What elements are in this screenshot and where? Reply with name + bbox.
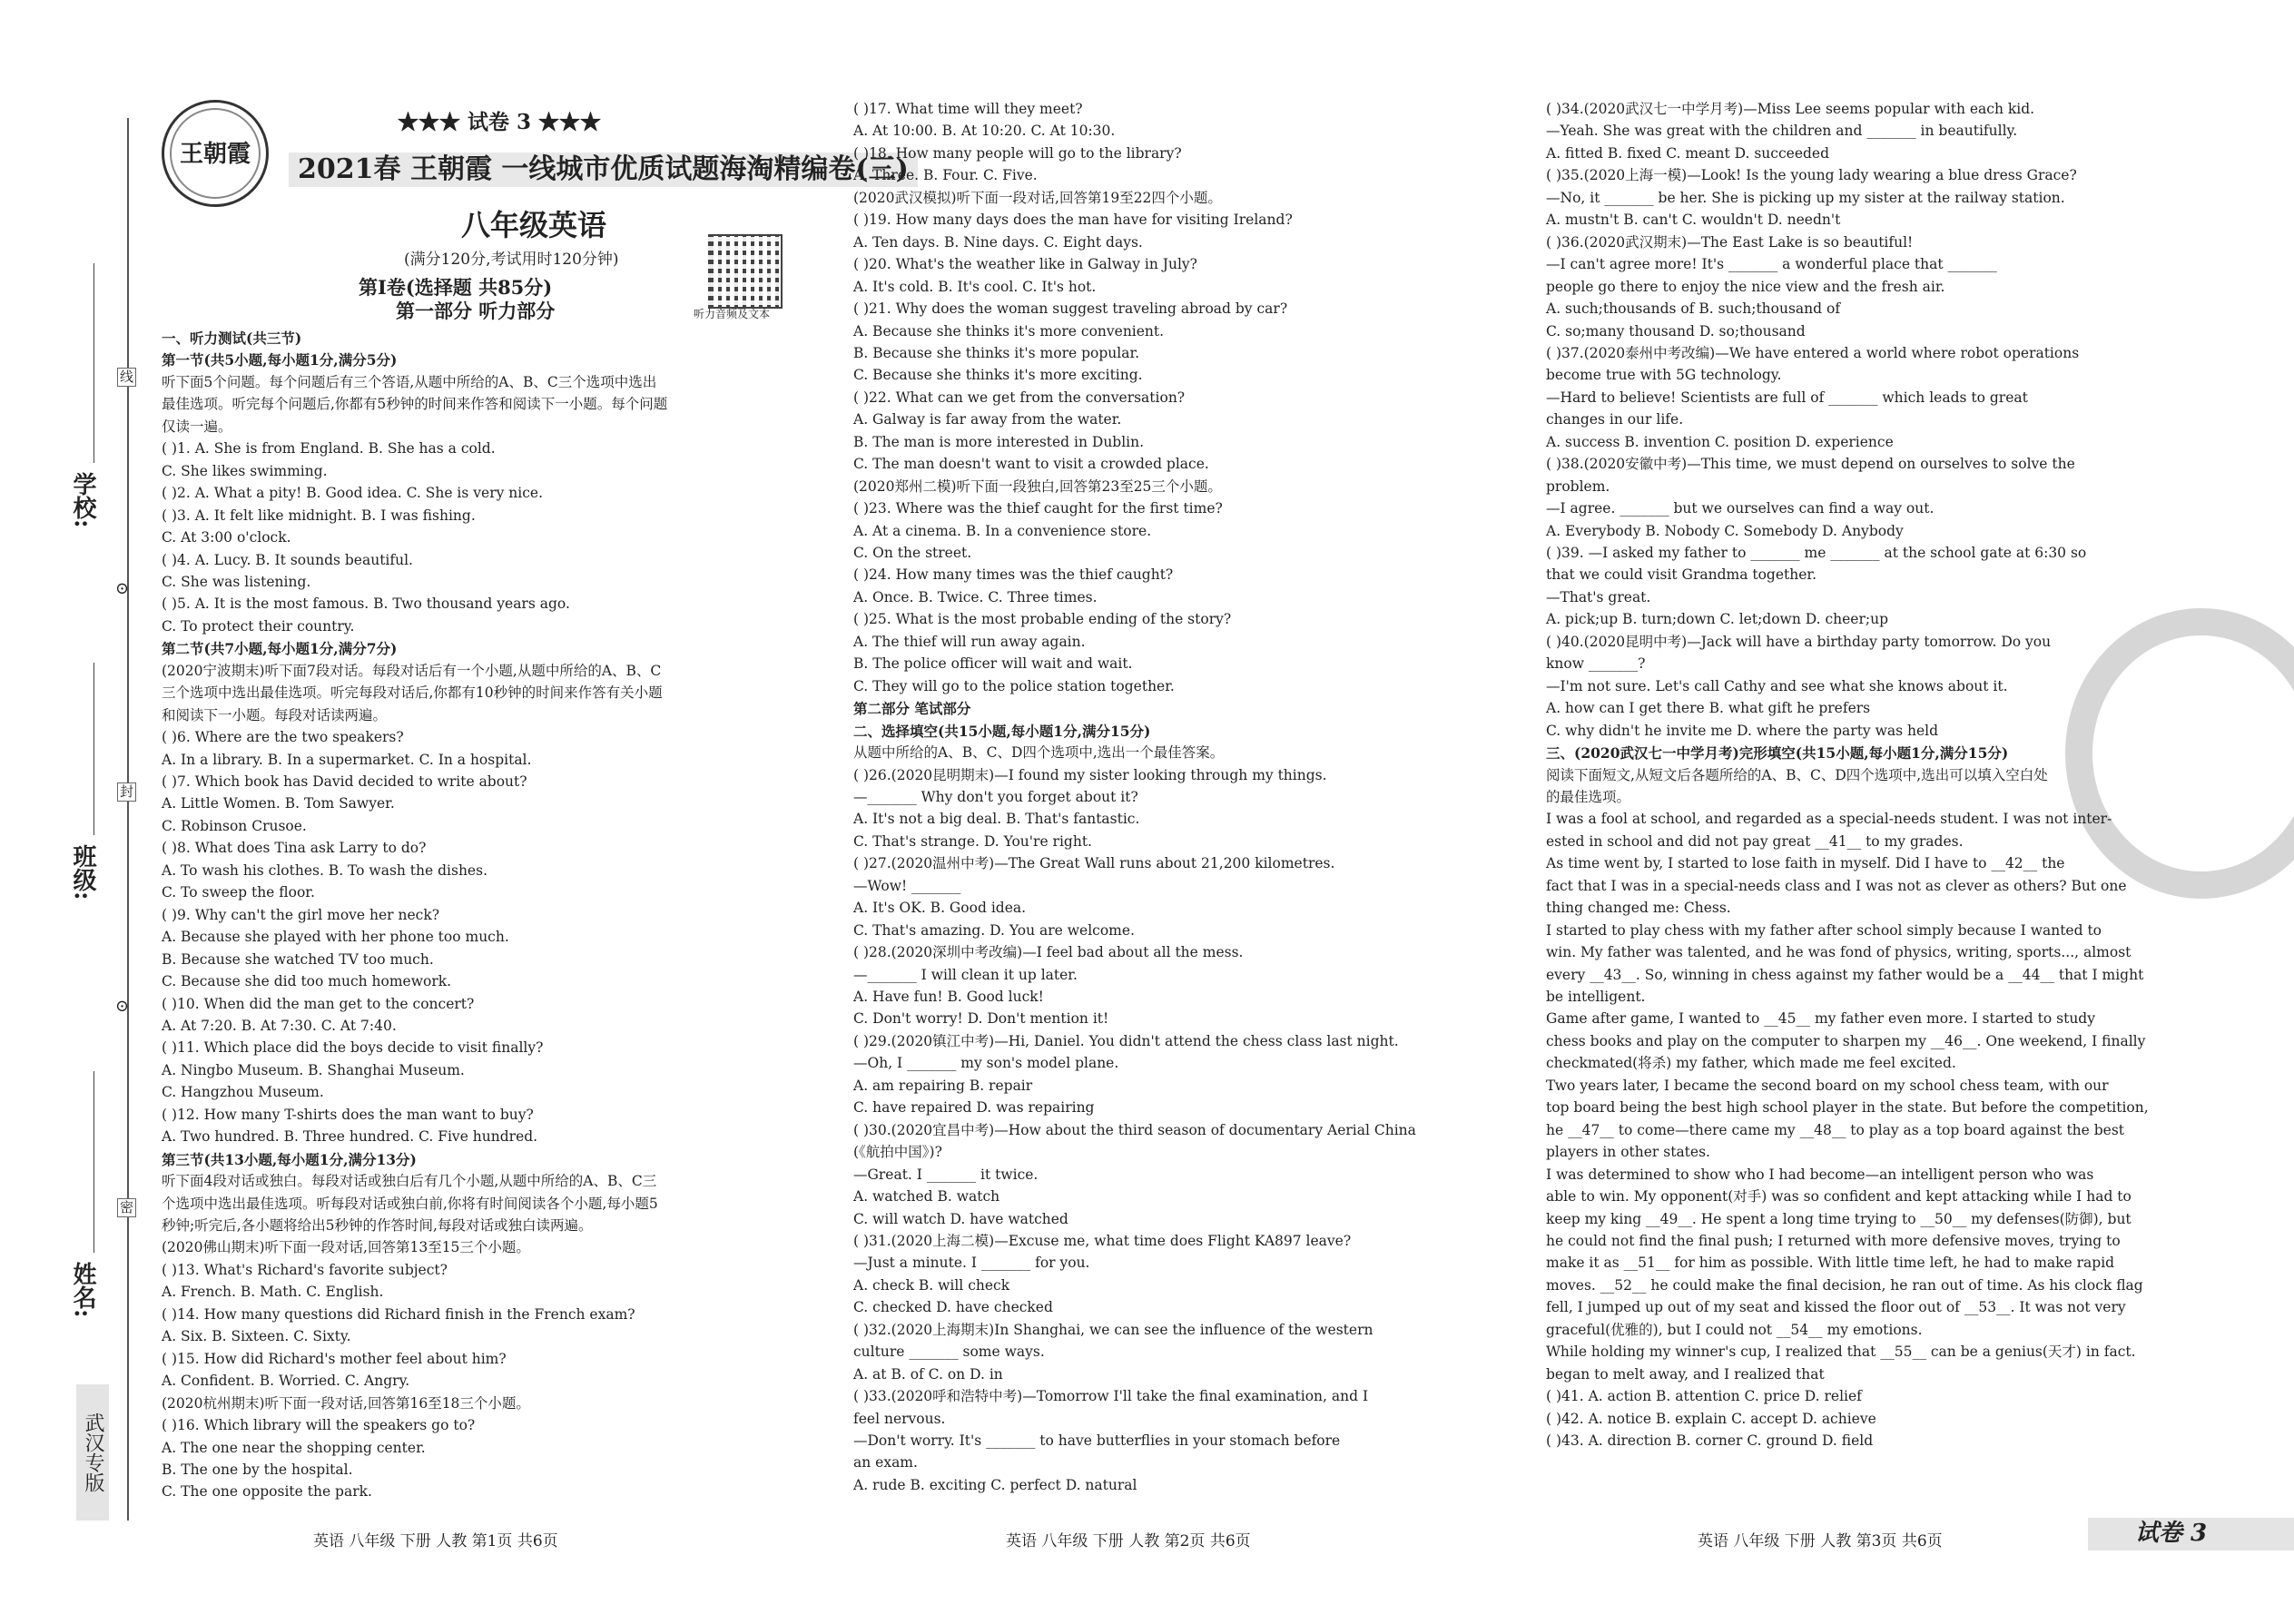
text-line: 的最佳选项。 <box>1546 788 1631 805</box>
text-line: —I'm not sure. Let's call Cathy and see what she knows about it. <box>1546 677 2008 694</box>
text-line: 第三节(共13小题,每小题1分,满分13分) <box>162 1150 417 1168</box>
text-line: C. To protect their country. <box>162 617 355 635</box>
score-note: (满分120分,考试用时120分钟) <box>404 251 619 269</box>
edition-badge: 武汉专版 <box>76 1384 109 1521</box>
text-line: 最佳选项。听完每个问题后,你都有5秒钟的时间来作答和阅读下一小题。每个问题 <box>162 396 668 413</box>
text-line: B. The one by the hospital. <box>162 1461 353 1478</box>
text-line: A. Once. B. Twice. C. Three times. <box>853 588 1098 605</box>
question-line: ( )10. When did the man get to the concert? <box>162 995 475 1012</box>
text-line: 仅读一遍。 <box>162 418 232 435</box>
text-line: keep my king __49__. He spent a long time trying to __50__ my defenses(防御), but <box>1546 1210 2132 1227</box>
text-line: —Oh, I _______ my son's model plane. <box>853 1055 1119 1072</box>
text-line: C. Because she thinks it's more exciting. <box>853 367 1143 384</box>
text-line: began to melt away, and I realized that <box>1546 1365 1825 1383</box>
text-line: B. Because she watched TV too much. <box>162 950 434 968</box>
text-line: (2020宁波期末)听下面7段对话。每段对话后有一个小题,从题中所给的A、B、C <box>162 662 662 679</box>
circle-mark: ⊙ <box>115 997 130 1016</box>
text-line: A. mustn't B. can't C. wouldn't D. needn't <box>1546 212 1841 229</box>
text-line: graceful(优雅的), but I could not __54__ my emotions. <box>1546 1321 1923 1338</box>
footer-page-1: 英语 八年级 下册 人教 第1页 共6页 <box>313 1532 558 1550</box>
text-line: C. will watch D. have watched <box>853 1210 1068 1227</box>
text-line: A. The thief will run away again. <box>853 633 1086 650</box>
question-line: ( )26.(2020昆明期末)—I found my sister looking through my things. <box>853 766 1327 783</box>
brand-logo <box>162 100 269 207</box>
question-line: ( )14. How many questions did Richard finish in the French exam? <box>162 1305 635 1323</box>
question-line: ( )18. How many people will go to the library? <box>853 144 1182 162</box>
question-line: ( )40.(2020昆明中考)—Jack will have a birthday party tomorrow. Do you <box>1546 633 2052 650</box>
text-line: 一、听力测试(共三节) <box>162 330 302 347</box>
text-line: C. That's amazing. D. You are welcome. <box>853 921 1135 939</box>
text-line: A. Three. B. Four. C. Five. <box>853 167 1038 184</box>
text-line: A. Have fun! B. Good luck! <box>853 989 1044 1005</box>
text-line: players in other states. <box>1546 1144 1710 1161</box>
text-line: an exam. <box>853 1454 918 1471</box>
text-line: —Just a minute. I _______ for you. <box>853 1255 1090 1272</box>
question-line: ( )35.(2020上海一模)—Look! Is the young lady wearing a blue dress Grace? <box>1546 167 2077 184</box>
question-line: ( )21. Why does the woman suggest traveling abroad by car? <box>853 300 1288 318</box>
text-line: A. Because she thinks it's more convenient. <box>853 322 1165 340</box>
text-line: problem. <box>1546 477 1610 495</box>
text-line: 二、选择填空(共15小题,每小题1分,满分15分) <box>853 722 1151 740</box>
text-line: A. fitted B. fixed C. meant D. succeeded <box>1546 144 1830 162</box>
text-line: he __47__ to come—there came my __48__ to play as a top board against the best <box>1546 1121 2125 1138</box>
text-line: A. Ningbo Museum. B. Shanghai Museum. <box>162 1061 465 1078</box>
part1a-heading: 第一部分 听力部分 <box>396 300 556 322</box>
text-line: C. why didn't he invite me D. where the party was held <box>1546 722 1939 739</box>
question-line: ( )42. A. notice B. explain C. accept D. achieve <box>1546 1410 1876 1427</box>
text-line: A. Confident. B. Worried. C. Angry. <box>162 1373 410 1390</box>
text-line: As time went by, I started to lose faith in myself. Did I have to __42__ the <box>1546 855 2065 872</box>
text-line: A. success B. invention C. position D. experience <box>1546 433 1894 450</box>
text-line: chess books and play on the computer to sharpen my __46__. One weekend, I finally <box>1546 1032 2146 1049</box>
text-line: A. It's OK. B. Good idea. <box>853 900 1027 917</box>
text-line: A. In a library. B. In a supermarket. C. In a hospital. <box>162 751 532 768</box>
text-line: C. Don't worry! D. Don't mention it! <box>853 1010 1109 1028</box>
text-line: win. My father was talented, and he was fond of physics, writing, sports..., almost <box>1546 944 2132 961</box>
text-line: C. That's strange. D. You're right. <box>853 832 1092 850</box>
footer-page-3: 英语 八年级 下册 人教 第3页 共6页 <box>1698 1532 1943 1550</box>
question-line: ( )22. What can we get from the conversation? <box>853 389 1186 406</box>
seal-seal-mark: 封 <box>117 782 136 802</box>
question-line: ( )2. A. What a pity! B. Good idea. C. She is very nice. <box>162 485 544 502</box>
text-line: able to win. My opponent(对手) was so confident and kept attacking while I had to <box>1546 1188 2132 1206</box>
text-line: culture _______ some ways. <box>853 1343 1045 1361</box>
series-label: ★★★ 试卷 3 ★★★ <box>398 110 602 134</box>
question-line: ( )39. —I asked my father to _______ me _______ at the school gate at 6:30 so <box>1546 545 2087 561</box>
text-line: —Hard to believe! Scientists are full of _______ which leads to great <box>1546 389 2028 406</box>
text-line: A. Two hundred. B. Three hundred. C. Five hundred. <box>162 1128 538 1146</box>
text-line: A. To wash his clothes. B. To wash the dishes. <box>162 861 487 879</box>
text-line: —No, it _______ be her. She is picking up my sister at the railway station. <box>1546 189 2065 206</box>
question-line: ( )3. A. It felt like midnight. B. I was fishing. <box>162 507 476 524</box>
text-line: C. She was listening. <box>162 573 311 590</box>
text-line: 个选项中选出最佳选项。听每段对话或独白前,你将有时间阅读各个小题,每小题5 <box>162 1195 658 1212</box>
question-line: ( )6. Where are the two speakers? <box>162 729 404 746</box>
text-line: Game after game, I wanted to __45__ my father even more. I started to study <box>1546 1010 2095 1028</box>
text-line: A. rude B. exciting C. perfect D. natural <box>853 1476 1137 1493</box>
text-line: people go there to enjoy the nice view and the fresh air. <box>1546 278 1945 295</box>
school-label: 学校: <box>69 472 96 528</box>
text-line: C. Hangzhou Museum. <box>162 1084 324 1101</box>
text-line: C. They will go to the police station together. <box>853 677 1175 694</box>
text-line: —That's great. <box>1546 588 1651 605</box>
text-line: (2020郑州二模)听下面一段独白,回答第23至25三个小题。 <box>853 477 1222 495</box>
text-line: A. Little Women. B. Tom Sawyer. <box>162 795 395 812</box>
text-line: C. The one opposite the park. <box>162 1483 372 1501</box>
question-line: ( )27.(2020温州中考)—The Great Wall runs about 21,200 kilometres. <box>853 855 1335 872</box>
seal-secret-mark: 密 <box>117 1198 136 1217</box>
question-line: ( )13. What's Richard's favorite subject? <box>162 1261 448 1278</box>
seal-line-mark: 线 <box>117 368 136 387</box>
text-line: C. checked D. have checked <box>853 1299 1053 1316</box>
text-line: —Great. I _______ it twice. <box>853 1166 1039 1183</box>
question-line: ( )41. A. action B. attention C. price D. relief <box>1546 1388 1862 1405</box>
name-label: 姓名: <box>69 1262 96 1318</box>
text-line: A. check B. will check <box>853 1276 1010 1294</box>
text-line: C. Robinson Crusoe. <box>162 817 307 834</box>
question-line: ( )28.(2020深圳中考改编)—I feel bad about all the mess. <box>853 944 1244 961</box>
watermark-stamp <box>2065 608 2294 899</box>
question-line: ( )24. How many times was the thief caught? <box>853 566 1174 584</box>
footer-tag: 试卷 3 <box>2135 1520 2208 1547</box>
qr-caption: 听力音频及文本 <box>694 308 771 320</box>
paper-title: 2021春 王朝霞 一线城市优质试题海淘精编卷(三) <box>289 153 918 187</box>
text-line: thing changed me: Chess. <box>1546 900 1731 917</box>
text-line: —Don't worry. It's _______ to have butterflies in your stomach before <box>853 1432 1341 1449</box>
text-line: (《航拍中国》)? <box>853 1144 942 1161</box>
text-line: —I can't agree more! It's _______ a wonderful place that _______ <box>1546 256 1997 273</box>
question-line: ( )4. A. Lucy. B. It sounds beautiful. <box>162 551 413 568</box>
text-line: A. At a cinema. B. In a convenience store. <box>853 522 1152 539</box>
question-line: ( )17. What time will they meet? <box>853 101 1083 117</box>
question-line: ( )32.(2020上海期末)In Shanghai, we can see the influence of the western <box>853 1321 1373 1338</box>
question-line: ( )8. What does Tina ask Larry to do? <box>162 840 427 857</box>
text-line: checkmated(将杀) my father, which made me feel excited. <box>1546 1055 1956 1072</box>
question-line: ( )36.(2020武汉期末)—The East Lake is so beautiful! <box>1546 233 1914 251</box>
text-line: A. Ten days. B. Nine days. C. Eight days. <box>853 233 1143 251</box>
text-line: C. so;many thousand D. so;thousand <box>1546 322 1806 340</box>
text-line: feel nervous. <box>853 1410 946 1427</box>
text-line: A. Six. B. Sixteen. C. Sixty. <box>162 1328 351 1345</box>
text-line: A. It's not a big deal. B. That's fantastic. <box>853 811 1140 828</box>
question-line: ( )20. What's the weather like in Galway in July? <box>853 256 1197 273</box>
question-line: ( )7. Which book has David decided to write about? <box>162 773 527 790</box>
text-line: changes in our life. <box>1546 411 1684 428</box>
subject-title: 八年级英语 <box>461 208 607 242</box>
text-line: 三、(2020武汉七一中学月考)完形填空(共15小题,每小题1分,满分15分) <box>1546 744 2009 763</box>
question-line: ( )38.(2020安徽中考)—This time, we must depend on ourselves to solve the <box>1546 456 2075 473</box>
footer-page-2: 英语 八年级 下册 人教 第2页 共6页 <box>1006 1532 1251 1550</box>
text-line: I was a fool at school, and regarded as a special-needs student. I was not inter- <box>1546 811 2112 828</box>
text-line: A. The one near the shopping center. <box>162 1439 426 1456</box>
text-line: C. To sweep the floor. <box>162 884 315 901</box>
text-line: A. Galway is far away from the water. <box>853 411 1122 428</box>
text-line: A. pick;up B. turn;down C. let;down D. cheer;up <box>1546 611 1889 628</box>
question-line: ( )29.(2020镇江中考)—Hi, Daniel. You didn't attend the chess class last night. <box>853 1032 1399 1049</box>
text-line: While holding my winner's cup, I realized that __55__ can be a genius(天才) in fact. <box>1546 1343 2136 1361</box>
text-line: A. It's cold. B. It's cool. C. It's hot. <box>853 278 1097 295</box>
text-line: he could not find the final push; I returned with more defensive moves, trying to <box>1546 1232 2121 1249</box>
text-line: that we could visit Grandma together. <box>1546 566 1817 584</box>
text-line: fact that I was in a special-needs class and I was not as clever as others? But one <box>1546 877 2127 894</box>
question-line: ( )25. What is the most probable ending of the story? <box>853 611 1232 628</box>
question-line: ( )23. Where was the thief caught for the first time? <box>853 500 1223 517</box>
text-line: become true with 5G technology. <box>1546 367 1782 384</box>
question-line: ( )33.(2020呼和浩特中考)—Tomorrow I'll take the final examination, and I <box>853 1388 1369 1405</box>
text-line: 第二节(共7小题,每小题1分,满分7分) <box>162 640 398 658</box>
text-line: C. Because she did too much homework. <box>162 973 452 990</box>
text-line: A. Because she played with her phone too much. <box>162 929 509 946</box>
text-line: —_______ I will clean it up later. <box>853 966 1078 983</box>
text-line: (2020武汉模拟)听下面一段对话,回答第19至22四个小题。 <box>853 189 1222 206</box>
text-line: B. The man is more interested in Dublin. <box>853 433 1145 450</box>
question-line: ( )30.(2020宜昌中考)—How about the third season of documentary Aerial China <box>853 1121 1416 1138</box>
text-line: 第二部分 笔试部分 <box>853 700 971 718</box>
text-line: —_______ Why don't you forget about it? <box>853 788 1138 805</box>
text-line: A. French. B. Math. C. English. <box>162 1284 384 1301</box>
text-line: 听下面4段对话或独白。每段对话或独白后有几个小题,从题中所给的A、B、C三 <box>162 1173 657 1190</box>
brand-logo-text: 王朝霞 <box>179 141 251 168</box>
binding-line <box>127 118 129 1521</box>
text-line: C. The man doesn't want to visit a crowded place. <box>853 456 1209 473</box>
text-line: C. have repaired D. was repairing <box>853 1099 1095 1117</box>
question-line: ( )9. Why can't the girl move her neck? <box>162 906 440 923</box>
text-line: I was determined to show who I had become—an intelligent person who was <box>1546 1166 2094 1183</box>
question-line: ( )12. How many T-shirts does the man want to buy? <box>162 1106 534 1123</box>
text-line: A. am repairing B. repair <box>853 1077 1033 1094</box>
text-line: B. Because she thinks it's more popular. <box>853 344 1140 361</box>
text-line: know _______? <box>1546 655 1646 673</box>
text-line: A. such;thousands of B. such;thousand of <box>1546 300 1841 318</box>
question-line: ( )16. Which library will the speakers go to? <box>162 1417 476 1434</box>
text-line: A. At 10:00. B. At 10:20. C. At 10:30. <box>853 123 1116 140</box>
text-line: C. She likes swimming. <box>162 462 328 479</box>
text-line: —I agree. _______ but we ourselves can find a way out. <box>1546 500 1935 517</box>
text-line: every __43__. So, winning in chess against my father would be a __44__ that I might <box>1546 966 2144 983</box>
question-line: ( )37.(2020泰州中考改编)—We have entered a world where robot operations <box>1546 344 2080 361</box>
text-line: 从题中所给的A、B、C、D四个选项中,选出一个最佳答案。 <box>853 744 1225 762</box>
text-line: —Yeah. She was great with the children and _______ in beautifully. <box>1546 123 2018 140</box>
question-line: ( )19. How many days does the man have for visiting Ireland? <box>853 212 1293 229</box>
text-line: 和阅读下一小题。每段对话读两遍。 <box>162 706 388 723</box>
text-line: ested in school and did not pay great __41__ to my grades. <box>1546 832 1964 850</box>
text-line: fell, I jumped up out of my seat and kissed the floor out of __53__. It was not very <box>1546 1299 2126 1316</box>
question-line: ( )15. How did Richard's mother feel about him? <box>162 1350 507 1367</box>
part1-heading: 第Ⅰ卷(选择题 共85分) <box>359 276 553 299</box>
text-line: 三个选项中选出最佳选项。听完每段对话后,你都有10秒钟的时间来作答有关小题 <box>162 684 663 702</box>
text-line: A. at B. of C. on D. in <box>853 1365 1003 1383</box>
text-line: A. how can I get there B. what gift he prefers <box>1546 700 1871 717</box>
question-line: ( )43. A. direction B. corner C. ground D. field <box>1546 1432 1874 1449</box>
question-line: ( )34.(2020武汉七一中学月考)—Miss Lee seems popular with each kid. <box>1546 101 2035 117</box>
question-line: ( )11. Which place did the boys decide to visit finally? <box>162 1039 544 1057</box>
text-line: 阅读下面短文,从短文后各题所给的A、B、C、D四个选项中,选出可以填入空白处 <box>1546 766 2048 783</box>
text-line: 第一节(共5小题,每小题1分,满分5分) <box>162 351 398 369</box>
text-line: 听下面5个问题。每个问题后有三个答语,从题中所给的A、B、C三个选项中选出 <box>162 373 657 390</box>
text-line: be intelligent. <box>1546 989 1646 1005</box>
text-line: Two years later, I became the second board on my school chess team, with our <box>1546 1077 2109 1094</box>
text-line: make it as __51__ for him as possible. With little time left, he had to make rapid <box>1546 1255 2115 1272</box>
class-label: 班级: <box>69 844 96 901</box>
question-line: ( )31.(2020上海二模)—Excuse me, what time does Flight KA897 leave? <box>853 1232 1352 1249</box>
text-line: moves. __52__ he could make the final decision, he ran out of time. As his clock flag <box>1546 1276 2143 1294</box>
text-line: (2020佛山期末)听下面一段对话,回答第13至15三个小题。 <box>162 1239 530 1256</box>
text-line: (2020杭州期末)听下面一段对话,回答第16至18三个小题。 <box>162 1394 530 1412</box>
text-line: C. On the street. <box>853 545 972 561</box>
question-line: ( )1. A. She is from England. B. She has a cold. <box>162 440 496 458</box>
text-line: I started to play chess with my father after school simply because I wanted to <box>1546 921 2102 939</box>
text-line: top board being the best high school player in the state. But before the competition, <box>1546 1099 2149 1117</box>
text-line: A. watched B. watch <box>853 1188 1000 1206</box>
text-line: —Wow! _______ <box>853 877 961 894</box>
text-line: 秒钟;听完后,各小题将给出5秒钟的作答时间,每段对话或独白读两遍。 <box>162 1217 593 1234</box>
circle-mark: ⊙ <box>115 579 130 598</box>
question-line: ( )5. A. It is the most famous. B. Two thousand years ago. <box>162 595 570 613</box>
text-line: C. At 3:00 o'clock. <box>162 529 291 546</box>
text-line: A. Everybody B. Nobody C. Somebody D. Anybody <box>1546 522 1904 539</box>
text-line: A. At 7:20. B. At 7:30. C. At 7:40. <box>162 1017 397 1034</box>
text-line: B. The police officer will wait and wait. <box>853 655 1133 673</box>
